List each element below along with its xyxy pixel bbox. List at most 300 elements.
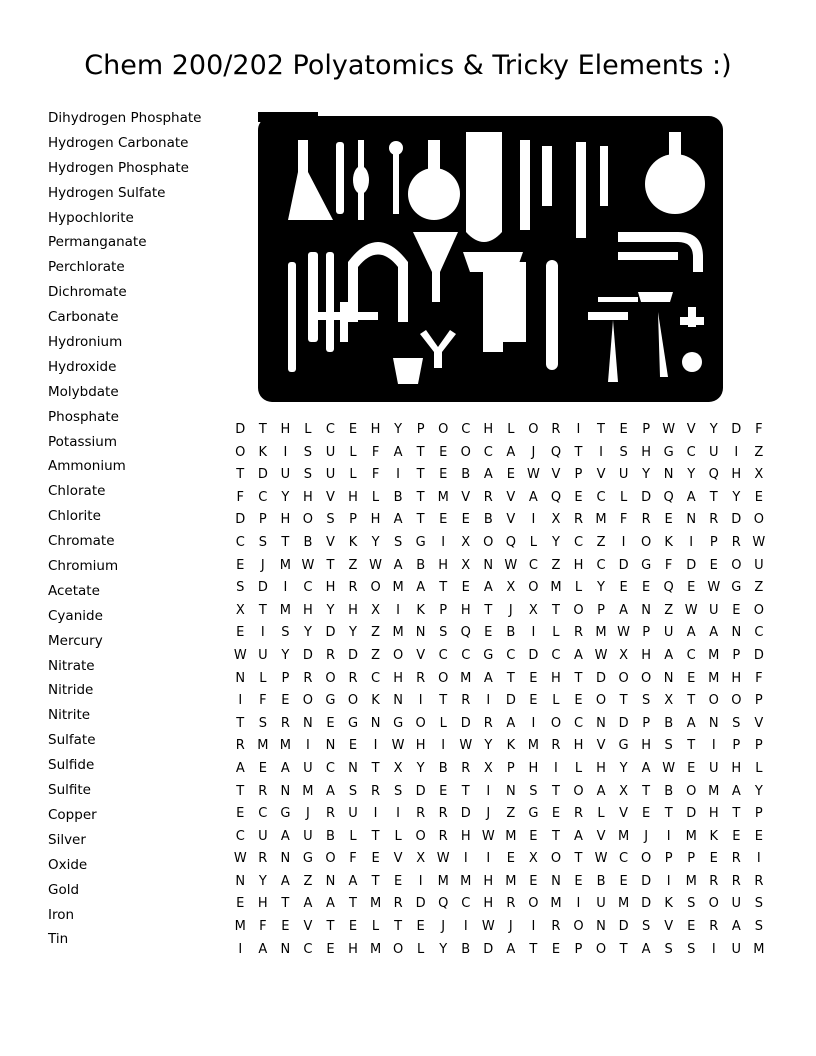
grid-letter: D — [505, 693, 516, 709]
grid-letter: E — [709, 557, 718, 573]
grid-letter: Y — [439, 941, 448, 957]
grid-letter: W — [369, 557, 382, 573]
grid-letter: Y — [754, 783, 763, 799]
grid-letter: G — [280, 806, 291, 822]
grid-letter: V — [393, 851, 403, 867]
grid-letter: U — [709, 602, 719, 618]
grid-letter: E — [687, 919, 696, 935]
grid-letter: E — [416, 919, 425, 935]
grid-letter: R — [731, 851, 741, 867]
grid-row — [229, 444, 770, 467]
grid-letter: B — [416, 557, 426, 573]
grid-letter: R — [348, 670, 358, 686]
grid-letter: N — [280, 851, 291, 867]
grid-letter: T — [281, 534, 290, 550]
grid-letter: Z — [551, 557, 561, 573]
grid-letter: Z — [754, 580, 764, 596]
grid-letter: M — [595, 625, 607, 641]
grid-letter: W — [707, 580, 721, 596]
grid-letter: V — [754, 715, 764, 731]
grid-letter: Y — [303, 625, 312, 641]
grid-letter: Q — [505, 534, 516, 550]
grid-letter: C — [235, 534, 245, 550]
grid-letter: D — [348, 647, 359, 663]
grid-letter: T — [484, 602, 493, 618]
grid-letter: D — [415, 896, 426, 912]
grid-letter: R — [258, 783, 268, 799]
grid-letter: L — [574, 580, 583, 596]
grid-letter: N — [235, 670, 246, 686]
grid-letter: Y — [687, 467, 696, 483]
grid-letter: Y — [281, 647, 290, 663]
grid-row — [229, 760, 770, 783]
grid-letter: K — [664, 534, 673, 550]
word-list-item: Chromate — [48, 533, 115, 550]
grid-letter: Z — [348, 557, 358, 573]
grid-letter: I — [260, 625, 265, 641]
word-list-item: Chromium — [48, 558, 119, 575]
grid-letter: G — [483, 647, 494, 663]
grid-letter: B — [393, 489, 403, 505]
grid-letter: A — [483, 670, 493, 686]
grid-letter: W — [662, 760, 676, 776]
grid-letter: A — [280, 873, 290, 889]
grid-letter: A — [235, 760, 245, 776]
grid-letter: S — [687, 896, 696, 912]
grid-letter: C — [483, 444, 493, 460]
grid-letter: N — [596, 919, 606, 935]
grid-letter: E — [348, 919, 358, 935]
grid-letter: E — [619, 580, 628, 596]
grid-letter: P — [732, 738, 741, 754]
grid-letter: O — [708, 693, 719, 709]
grid-letter: I — [418, 873, 423, 889]
grid-letter: C — [258, 489, 268, 505]
grid-letter: D — [235, 422, 246, 437]
grid-letter: G — [663, 444, 674, 460]
grid-letter: V — [416, 647, 426, 663]
grid-letter: Y — [551, 534, 560, 550]
grid-letter: T — [461, 783, 470, 799]
grid-letter: Z — [506, 806, 516, 822]
grid-letter: E — [439, 467, 448, 483]
word-list-item: Acetate — [48, 582, 100, 599]
grid-letter: N — [415, 625, 426, 641]
grid-letter: R — [551, 738, 561, 754]
grid-letter: V — [596, 738, 606, 754]
grid-letter: A — [731, 919, 741, 935]
grid-letter: S — [236, 580, 245, 596]
grid-letter: I — [531, 512, 536, 528]
grid-letter: M — [527, 738, 539, 754]
grid-letter: S — [754, 896, 763, 912]
grid-letter: M — [505, 828, 517, 844]
grid-letter: O — [641, 851, 652, 867]
grid-letter: S — [281, 625, 290, 641]
grid-letter: Y — [281, 489, 290, 505]
grid-letter: A — [280, 828, 290, 844]
word-list-item: Perchlorate — [48, 259, 125, 276]
grid-letter: R — [573, 625, 583, 641]
grid-letter: A — [393, 512, 403, 528]
grid-letter: N — [393, 693, 403, 709]
grid-letter: M — [460, 670, 472, 686]
grid-letter: V — [461, 489, 471, 505]
grid-letter: F — [349, 851, 357, 867]
grid-letter: N — [708, 715, 719, 731]
grid-letter: M — [437, 489, 449, 505]
grid-letter: R — [483, 489, 493, 505]
grid-letter: T — [394, 919, 403, 935]
word-list-item: Nitrate — [48, 657, 95, 674]
grid-letter: A — [393, 444, 403, 460]
word-list-item: Cyanide — [48, 607, 103, 624]
grid-letter: S — [393, 783, 403, 799]
grid-letter: Z — [664, 602, 674, 618]
grid-letter: S — [687, 941, 696, 957]
grid-letter: I — [463, 851, 468, 867]
grid-letter: U — [280, 467, 291, 483]
grid-letter: S — [258, 715, 267, 731]
grid-letter: C — [686, 647, 696, 663]
grid-letter: W — [594, 647, 608, 663]
grid-letter: A — [326, 896, 335, 912]
grid-letter: X — [619, 783, 629, 799]
grid-letter: W — [684, 602, 698, 618]
grid-letter: G — [347, 715, 359, 731]
grid-letter: I — [486, 851, 491, 867]
grid-letter: I — [554, 760, 558, 776]
grid-letter: E — [348, 738, 358, 754]
word-list-item: Chlorite — [48, 508, 101, 525]
grid-letter: J — [305, 806, 310, 822]
grid-letter: C — [573, 534, 584, 550]
grid-letter: T — [416, 467, 425, 483]
grid-letter: I — [621, 534, 626, 550]
grid-letter: O — [438, 670, 449, 686]
grid-letter: M — [595, 512, 607, 528]
grid-letter: S — [732, 715, 741, 731]
grid-letter: T — [551, 783, 560, 799]
grid-letter: D — [257, 580, 268, 596]
grid-letter: P — [754, 738, 763, 754]
grid-letter: I — [734, 444, 739, 460]
grid-letter: H — [348, 941, 358, 957]
grid-letter: X — [461, 557, 471, 573]
grid-letter: M — [708, 647, 720, 663]
grid-letter: U — [258, 828, 268, 844]
grid-letter: P — [574, 941, 583, 957]
grid-letter: P — [732, 647, 741, 663]
grid-letter: N — [686, 512, 697, 528]
grid-letter: D — [415, 783, 426, 799]
grid-letter: I — [283, 444, 288, 460]
grid-letter: O — [686, 783, 697, 799]
grid-letter: Q — [708, 467, 719, 483]
grid-letter: I — [756, 851, 761, 867]
grid-letter: M — [369, 896, 382, 912]
grid-letter: S — [641, 693, 651, 709]
grid-letter: W — [752, 534, 766, 550]
grid-letter: O — [573, 919, 584, 935]
grid-letter: E — [281, 693, 290, 709]
grid-letter: C — [506, 647, 516, 663]
grid-letter: Z — [371, 625, 380, 641]
word-list-item: Silver — [48, 831, 86, 848]
grid-letter: O — [731, 693, 742, 709]
grid-letter: G — [415, 534, 426, 550]
grid-letter: O — [325, 670, 336, 686]
grid-letter: M — [617, 828, 630, 844]
grid-letter: O — [550, 715, 562, 731]
grid-letter: Z — [754, 444, 764, 460]
grid-letter: H — [641, 738, 651, 754]
grid-letter: T — [574, 444, 583, 460]
grid-letter: O — [302, 512, 314, 528]
grid-letter: H — [303, 602, 313, 618]
grid-letter: L — [417, 941, 425, 957]
grid-letter: N — [280, 941, 291, 957]
grid-letter: T — [416, 512, 425, 528]
page-title: Chem 200/202 Polyatomics & Tricky Elements :) — [84, 50, 732, 81]
grid-letter: T — [281, 896, 290, 912]
grid-letter: M — [392, 625, 404, 641]
grid-letter: R — [438, 806, 448, 822]
grid-letter: D — [731, 512, 742, 528]
grid-letter: H — [325, 580, 336, 596]
grid-letter: W — [459, 738, 473, 754]
grid-letter: R — [303, 670, 313, 686]
grid-letter: X — [461, 534, 471, 550]
grid-letter: E — [551, 806, 561, 822]
grid-letter: R — [573, 512, 583, 528]
grid-letter: H — [280, 512, 291, 528]
grid-letter: H — [596, 760, 606, 776]
grid-letter: L — [755, 760, 763, 776]
grid-letter: U — [731, 941, 742, 957]
grid-letter: Y — [326, 602, 335, 618]
grid-letter: H — [573, 738, 584, 754]
grid-letter: O — [708, 896, 719, 912]
grid-letter: T — [529, 941, 538, 957]
grid-letter: C — [438, 647, 448, 663]
grid-letter: O — [731, 557, 742, 573]
grid-letter: P — [642, 715, 651, 731]
word-list-item: Hydroxide — [48, 358, 117, 375]
word-list-item: Potassium — [48, 433, 118, 450]
grid-letter: I — [599, 444, 603, 460]
grid-letter: Y — [619, 760, 628, 776]
grid-letter: D — [235, 512, 246, 528]
grid-letter: P — [754, 693, 763, 709]
grid-letter: Y — [394, 422, 403, 437]
grid-letter: E — [529, 693, 538, 709]
grid-letter: U — [303, 760, 313, 776]
grid-letter: D — [460, 806, 471, 822]
grid-letter: S — [619, 444, 628, 460]
grid-letter: J — [508, 919, 513, 935]
grid-letter: T — [326, 557, 335, 573]
grid-letter: O — [753, 512, 764, 528]
grid-letter: I — [305, 738, 310, 754]
grid-letter: U — [596, 896, 606, 912]
grid-letter: E — [281, 919, 290, 935]
grid-letter: E — [619, 422, 628, 437]
grid-letter: S — [258, 534, 267, 550]
grid-letter: G — [528, 806, 539, 822]
grid-letter: E — [529, 828, 538, 844]
word-list — [48, 110, 201, 956]
grid-letter: M — [617, 896, 630, 912]
grid-letter: C — [325, 760, 335, 776]
grid-letter: A — [483, 580, 493, 596]
grid-letter: O — [528, 422, 539, 437]
grid-letter: B — [506, 625, 516, 641]
grid-letter: H — [393, 670, 403, 686]
grid-letter: I — [711, 941, 716, 957]
grid-letter: C — [551, 647, 561, 663]
grid-letter: T — [326, 919, 335, 935]
grid-row — [229, 715, 770, 738]
grid-letter: P — [642, 422, 651, 437]
grid-letter: V — [326, 534, 335, 550]
grid-letter: I — [576, 896, 581, 912]
grid-letter: X — [506, 580, 516, 596]
grid-letter: C — [303, 941, 313, 957]
grid-letter: B — [664, 715, 674, 731]
grid-letter: A — [326, 783, 335, 799]
grid-letter: J — [486, 806, 491, 822]
grid-letter: O — [302, 693, 314, 709]
grid-letter: J — [644, 828, 649, 844]
grid-letter: C — [596, 489, 606, 505]
grid-letter: I — [283, 580, 288, 596]
grid-letter: E — [439, 512, 448, 528]
grid-letter: C — [461, 896, 471, 912]
grid-letter: I — [531, 715, 536, 731]
grid-letter: H — [257, 896, 268, 912]
grid-letter: C — [619, 851, 629, 867]
grid-letter: R — [731, 534, 741, 550]
grid-letter: A — [506, 941, 516, 957]
grid-letter: A — [731, 783, 741, 799]
grid-letter: D — [483, 941, 494, 957]
grid-letter: N — [483, 557, 494, 573]
grid-letter: D — [618, 919, 629, 935]
word-list-item: Phosphate — [48, 408, 119, 425]
grid-letter: E — [506, 851, 515, 867]
grid-letter: W — [233, 647, 247, 663]
grid-row — [229, 466, 770, 489]
grid-letter: O — [573, 783, 584, 799]
grid-letter: A — [348, 873, 358, 889]
grid-letter: M — [708, 670, 720, 686]
grid-letter: P — [642, 625, 651, 641]
grid-letter: E — [439, 444, 448, 460]
grid-row — [229, 602, 770, 625]
grid-letter: Z — [303, 873, 313, 889]
grid-letter: V — [686, 422, 696, 437]
grid-letter: I — [396, 806, 401, 822]
grid-letter: M — [279, 738, 291, 754]
grid-row — [229, 670, 770, 693]
grid-letter: F — [236, 489, 245, 505]
grid-letter: A — [280, 760, 290, 776]
word-list-item: Carbonate — [48, 309, 119, 326]
grid-letter: W — [526, 467, 540, 483]
grid-letter: X — [235, 602, 245, 618]
grid-letter: C — [573, 715, 584, 731]
grid-letter: Q — [550, 444, 562, 460]
grid-letter: U — [709, 760, 719, 776]
grid-letter: V — [326, 489, 335, 505]
grid-letter: F — [259, 919, 267, 935]
grid-letter: J — [260, 557, 265, 573]
grid-letter: S — [641, 919, 651, 935]
grid-letter: S — [303, 467, 313, 483]
grid-letter: Y — [732, 489, 741, 505]
grid-letter: T — [371, 873, 380, 889]
grid-letter: Q — [438, 896, 449, 912]
grid-letter: A — [574, 647, 583, 663]
grid-letter: R — [416, 806, 426, 822]
word-list-item: Sulfide — [48, 757, 95, 774]
grid-letter: R — [461, 693, 471, 709]
grid-letter: R — [551, 422, 561, 437]
grid-letter: F — [755, 422, 763, 437]
grid-letter: O — [573, 602, 584, 618]
grid-letter: N — [641, 602, 651, 618]
grid-letter: B — [461, 467, 471, 483]
grid-letter: I — [531, 919, 536, 935]
grid-letter: U — [303, 828, 313, 844]
grid-letter: Q — [460, 625, 471, 641]
grid-letter: T — [687, 693, 696, 709]
grid-letter: N — [280, 783, 291, 799]
grid-letter: H — [460, 828, 471, 844]
grid-letter: B — [483, 512, 493, 528]
grid-letter: I — [689, 534, 694, 550]
grid-letter: R — [731, 873, 741, 889]
grid-letter: Y — [416, 760, 425, 776]
grid-letter: H — [370, 512, 381, 528]
grid-letter: H — [460, 602, 471, 618]
grid-letter: I — [463, 919, 468, 935]
grid-letter: T — [664, 806, 673, 822]
grid-letter: U — [348, 806, 358, 822]
grid-letter: H — [415, 738, 426, 754]
grid-letter: K — [371, 693, 380, 709]
grid-letter: O — [460, 444, 471, 460]
grid-letter: K — [709, 828, 719, 844]
grid-letter: K — [416, 602, 425, 618]
grid-letter: H — [483, 896, 494, 912]
grid-letter: T — [574, 670, 583, 686]
grid-letter: T — [619, 693, 628, 709]
grid-letter: G — [618, 738, 629, 754]
grid-letter: X — [754, 467, 764, 483]
grid-letter: P — [664, 851, 673, 867]
grid-letter: E — [642, 806, 651, 822]
grid-letter: O — [415, 828, 426, 844]
grid-letter: T — [597, 422, 605, 437]
laboratory-glassware-illustration — [258, 112, 723, 402]
grid-letter: H — [731, 670, 742, 686]
grid-letter: I — [576, 422, 581, 437]
grid-letter: R — [371, 783, 381, 799]
grid-letter: C — [528, 557, 538, 573]
grid-letter: S — [529, 783, 538, 799]
